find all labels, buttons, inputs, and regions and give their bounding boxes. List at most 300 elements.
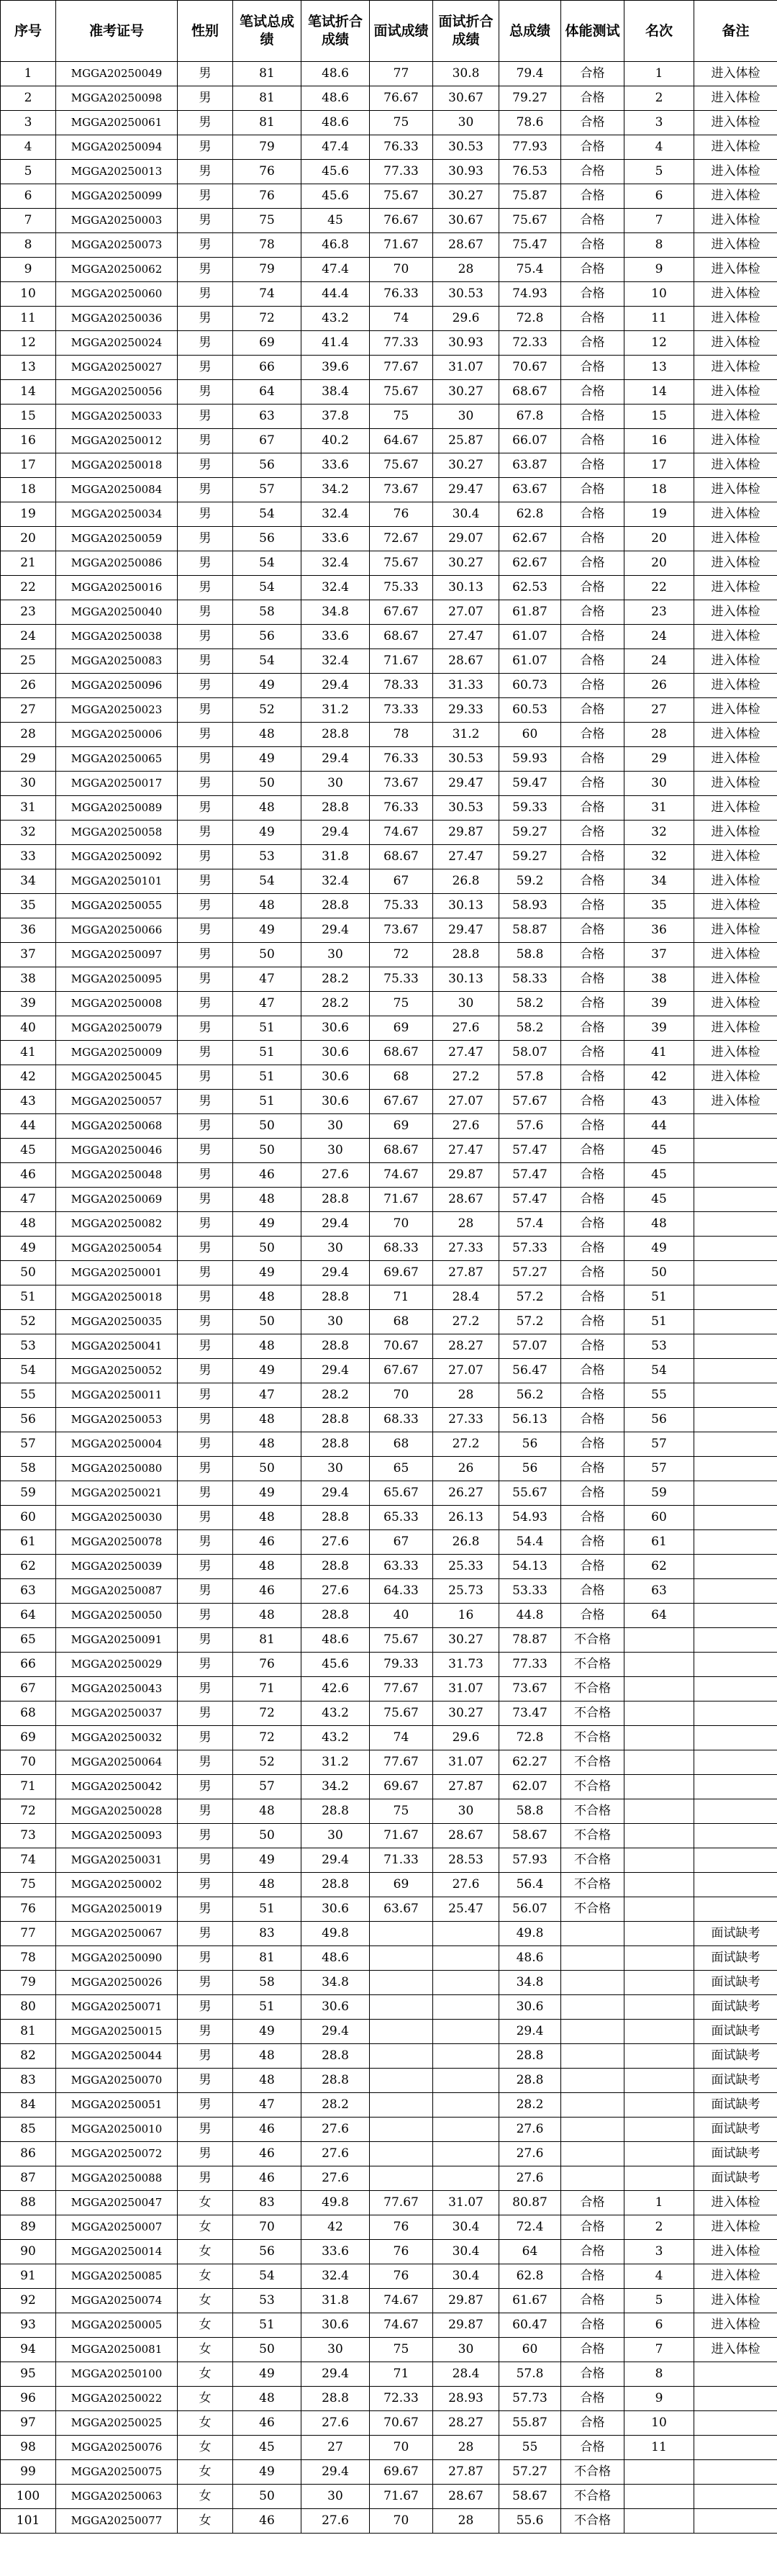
cell-rank: 37: [624, 943, 694, 967]
table-row: [1, 992, 777, 1016]
table-row: [1, 649, 777, 674]
cell-gender: 男: [178, 1750, 233, 1775]
cell-total-score: 72.8: [499, 1726, 561, 1750]
cell-written-total: 48: [233, 1604, 301, 1628]
cell-written-total: 57: [233, 478, 301, 502]
cell-seq: 25: [1, 649, 56, 674]
cell-exam-id: MGGA20250090: [56, 1946, 178, 1971]
table-row: [1, 2509, 777, 2534]
cell-remarks: 面试缺考: [694, 1971, 777, 1995]
cell-interview-score: 68: [370, 1432, 433, 1457]
cell-seq: 1: [1, 62, 56, 86]
cell-written-converted: 32.4: [301, 576, 370, 600]
cell-fitness-test: 合格: [561, 772, 624, 796]
cell-remarks: [694, 1848, 777, 1873]
cell-remarks: [694, 1139, 777, 1163]
cell-interview-converted: [433, 2093, 499, 2118]
cell-fitness-test: 不合格: [561, 2485, 624, 2509]
cell-seq: 68: [1, 1701, 56, 1726]
cell-exam-id: MGGA20250100: [56, 2362, 178, 2387]
cell-seq: 63: [1, 1579, 56, 1604]
table-row: [1, 2118, 777, 2142]
cell-total-score: 57.8: [499, 1065, 561, 1090]
cell-written-converted: 28.8: [301, 2387, 370, 2411]
cell-total-score: 66.07: [499, 429, 561, 453]
cell-exam-id: MGGA20250071: [56, 1995, 178, 2020]
cell-gender: 男: [178, 1775, 233, 1799]
cell-interview-converted: 16: [433, 1604, 499, 1628]
cell-seq: 5: [1, 160, 56, 184]
table-row: [1, 1188, 777, 1212]
cell-interview-score: 77: [370, 62, 433, 86]
cell-rank: 55: [624, 1383, 694, 1408]
cell-seq: 84: [1, 2093, 56, 2118]
cell-interview-converted: 27.47: [433, 625, 499, 649]
table-row: [1, 282, 777, 307]
cell-interview-score: 77.33: [370, 331, 433, 356]
cell-fitness-test: 合格: [561, 845, 624, 869]
cell-exam-id: MGGA20250099: [56, 184, 178, 209]
cell-exam-id: MGGA20250037: [56, 1701, 178, 1726]
cell-remarks: [694, 1824, 777, 1848]
cell-seq: 32: [1, 821, 56, 845]
table-row: [1, 307, 777, 331]
cell-interview-converted: 28: [433, 1212, 499, 1237]
table-row: [1, 1628, 777, 1653]
table-row: [1, 551, 777, 576]
cell-interview-converted: 30.27: [433, 380, 499, 405]
cell-seq: 76: [1, 1897, 56, 1922]
cell-rank: 57: [624, 1432, 694, 1457]
cell-total-score: 78.87: [499, 1628, 561, 1653]
cell-fitness-test: 不合格: [561, 2509, 624, 2534]
cell-remarks: 面试缺考: [694, 1922, 777, 1946]
cell-written-converted: 29.4: [301, 821, 370, 845]
cell-written-total: 75: [233, 209, 301, 233]
cell-remarks: 进入体检: [694, 2264, 777, 2289]
table-row: [1, 1261, 777, 1285]
cell-total-score: 62.67: [499, 551, 561, 576]
cell-gender: 男: [178, 1090, 233, 1114]
cell-total-score: 57.47: [499, 1163, 561, 1188]
cell-total-score: 55.6: [499, 2509, 561, 2534]
cell-total-score: 62.27: [499, 1750, 561, 1775]
cell-remarks: 进入体检: [694, 576, 777, 600]
cell-gender: 男: [178, 429, 233, 453]
cell-exam-id: MGGA20250018: [56, 453, 178, 478]
cell-fitness-test: 合格: [561, 576, 624, 600]
cell-gender: 男: [178, 184, 233, 209]
cell-rank: [624, 1726, 694, 1750]
cell-fitness-test: [561, 1971, 624, 1995]
cell-interview-converted: 27.6: [433, 1873, 499, 1897]
cell-written-total: 54: [233, 2264, 301, 2289]
cell-remarks: 进入体检: [694, 625, 777, 649]
cell-written-converted: 42: [301, 2215, 370, 2240]
cell-total-score: 74.93: [499, 282, 561, 307]
table-row: [1, 1653, 777, 1677]
cell-written-total: 46: [233, 2411, 301, 2436]
cell-interview-converted: 30.13: [433, 894, 499, 918]
cell-seq: 50: [1, 1261, 56, 1285]
cell-seq: 4: [1, 135, 56, 160]
cell-fitness-test: 合格: [561, 233, 624, 258]
cell-fitness-test: 合格: [561, 307, 624, 331]
cell-fitness-test: 合格: [561, 2240, 624, 2264]
cell-gender: 女: [178, 2387, 233, 2411]
cell-rank: 19: [624, 502, 694, 527]
table-row: [1, 747, 777, 772]
cell-total-score: 79.27: [499, 86, 561, 111]
table-row: [1, 723, 777, 747]
cell-written-total: 54: [233, 576, 301, 600]
cell-interview-score: 75.67: [370, 1628, 433, 1653]
cell-written-total: 51: [233, 1016, 301, 1041]
table-row: [1, 845, 777, 869]
cell-fitness-test: 合格: [561, 1041, 624, 1065]
cell-written-total: 76: [233, 160, 301, 184]
cell-written-total: 48: [233, 1799, 301, 1824]
table-row: [1, 1824, 777, 1848]
cell-written-total: 46: [233, 1163, 301, 1188]
cell-gender: 女: [178, 2362, 233, 2387]
cell-fitness-test: [561, 2020, 624, 2044]
cell-rank: [624, 1922, 694, 1946]
cell-interview-score: 72.67: [370, 527, 433, 551]
cell-total-score: 59.47: [499, 772, 561, 796]
cell-exam-id: MGGA20250086: [56, 551, 178, 576]
cell-fitness-test: 合格: [561, 2289, 624, 2313]
cell-seq: 9: [1, 258, 56, 282]
cell-total-score: 54.93: [499, 1506, 561, 1530]
cell-seq: 87: [1, 2166, 56, 2191]
cell-seq: 100: [1, 2485, 56, 2509]
cell-seq: 95: [1, 2362, 56, 2387]
cell-gender: 男: [178, 331, 233, 356]
cell-gender: 男: [178, 625, 233, 649]
cell-exam-id: MGGA20250029: [56, 1653, 178, 1677]
cell-total-score: 59.93: [499, 747, 561, 772]
cell-interview-score: 74: [370, 307, 433, 331]
cell-written-total: 48: [233, 2387, 301, 2411]
cell-written-total: 46: [233, 1579, 301, 1604]
cell-rank: 3: [624, 111, 694, 135]
cell-remarks: [694, 1873, 777, 1897]
cell-exam-id: MGGA20250088: [56, 2166, 178, 2191]
cell-exam-id: MGGA20250067: [56, 1922, 178, 1946]
cell-fitness-test: 合格: [561, 2264, 624, 2289]
cell-written-converted: 29.4: [301, 1261, 370, 1285]
cell-written-converted: 41.4: [301, 331, 370, 356]
cell-exam-id: MGGA20250027: [56, 356, 178, 380]
table-row: [1, 160, 777, 184]
cell-interview-converted: 29.87: [433, 1163, 499, 1188]
cell-rank: 17: [624, 453, 694, 478]
cell-total-score: 53.33: [499, 1579, 561, 1604]
cell-exam-id: MGGA20250013: [56, 160, 178, 184]
cell-rank: [624, 2142, 694, 2166]
cell-total-score: 70.67: [499, 356, 561, 380]
cell-interview-converted: 28: [433, 258, 499, 282]
cell-gender: 女: [178, 2509, 233, 2534]
cell-exam-id: MGGA20250077: [56, 2509, 178, 2534]
cell-interview-score: 71: [370, 2362, 433, 2387]
cell-fitness-test: 合格: [561, 723, 624, 747]
cell-fitness-test: 合格: [561, 111, 624, 135]
cell-interview-score: 77.33: [370, 160, 433, 184]
cell-fitness-test: 不合格: [561, 1677, 624, 1701]
cell-written-converted: 28.8: [301, 1334, 370, 1359]
table-row: [1, 600, 777, 625]
cell-written-converted: 33.6: [301, 625, 370, 649]
cell-gender: 男: [178, 1653, 233, 1677]
table-row: [1, 772, 777, 796]
cell-gender: 男: [178, 674, 233, 698]
cell-fitness-test: [561, 2093, 624, 2118]
cell-seq: 34: [1, 869, 56, 894]
cell-interview-converted: 28.67: [433, 2485, 499, 2509]
cell-gender: 男: [178, 86, 233, 111]
cell-written-converted: 34.8: [301, 1971, 370, 1995]
cell-remarks: [694, 2387, 777, 2411]
cell-total-score: 73.47: [499, 1701, 561, 1726]
cell-remarks: 进入体检: [694, 2338, 777, 2362]
cell-rank: [624, 1677, 694, 1701]
table-row: [1, 2485, 777, 2509]
cell-rank: 45: [624, 1139, 694, 1163]
cell-written-converted: 27.6: [301, 1579, 370, 1604]
cell-fitness-test: 合格: [561, 282, 624, 307]
cell-total-score: 28.8: [499, 2044, 561, 2069]
cell-fitness-test: 合格: [561, 1139, 624, 1163]
cell-rank: 41: [624, 1041, 694, 1065]
cell-written-total: 49: [233, 1481, 301, 1506]
cell-seq: 51: [1, 1285, 56, 1310]
cell-seq: 27: [1, 698, 56, 723]
table-row: [1, 258, 777, 282]
cell-seq: 15: [1, 405, 56, 429]
cell-gender: 男: [178, 600, 233, 625]
cell-written-total: 48: [233, 894, 301, 918]
cell-total-score: 78.6: [499, 111, 561, 135]
cell-interview-score: 63.67: [370, 1897, 433, 1922]
cell-written-total: 48: [233, 1555, 301, 1579]
cell-rank: [624, 1628, 694, 1653]
cell-exam-id: MGGA20250093: [56, 1824, 178, 1848]
cell-remarks: 进入体检: [694, 502, 777, 527]
cell-total-score: 58.2: [499, 992, 561, 1016]
cell-interview-score: 68: [370, 1065, 433, 1090]
cell-interview-score: 76: [370, 2240, 433, 2264]
cell-remarks: 进入体检: [694, 2191, 777, 2215]
cell-gender: 男: [178, 527, 233, 551]
cell-written-converted: 33.6: [301, 2240, 370, 2264]
cell-rank: 16: [624, 429, 694, 453]
table-row: [1, 1016, 777, 1041]
cell-total-score: 56: [499, 1457, 561, 1481]
cell-total-score: 77.33: [499, 1653, 561, 1677]
cell-seq: 79: [1, 1971, 56, 1995]
cell-exam-id: MGGA20250024: [56, 331, 178, 356]
cell-exam-id: MGGA20250019: [56, 1897, 178, 1922]
cell-exam-id: MGGA20250063: [56, 2485, 178, 2509]
cell-rank: 64: [624, 1604, 694, 1628]
cell-written-total: 48: [233, 1873, 301, 1897]
cell-total-score: 57.47: [499, 1139, 561, 1163]
cell-fitness-test: 合格: [561, 869, 624, 894]
table-row: [1, 380, 777, 405]
cell-total-score: 57.2: [499, 1285, 561, 1310]
cell-written-converted: 31.8: [301, 845, 370, 869]
cell-interview-score: 75.67: [370, 453, 433, 478]
cell-gender: 男: [178, 1995, 233, 2020]
cell-seq: 13: [1, 356, 56, 380]
table-row: [1, 62, 777, 86]
cell-exam-id: MGGA20250047: [56, 2191, 178, 2215]
cell-written-converted: 37.8: [301, 405, 370, 429]
cell-gender: 男: [178, 2069, 233, 2093]
cell-remarks: 进入体检: [694, 845, 777, 869]
cell-fitness-test: 合格: [561, 2338, 624, 2362]
table-row: [1, 625, 777, 649]
cell-total-score: 68.67: [499, 380, 561, 405]
cell-remarks: 进入体检: [694, 674, 777, 698]
cell-written-total: 52: [233, 698, 301, 723]
cell-seq: 77: [1, 1922, 56, 1946]
cell-written-total: 50: [233, 2485, 301, 2509]
cell-fitness-test: 合格: [561, 527, 624, 551]
cell-total-score: 27.6: [499, 2142, 561, 2166]
cell-gender: 男: [178, 1457, 233, 1481]
table-row: [1, 698, 777, 723]
cell-fitness-test: 不合格: [561, 1701, 624, 1726]
cell-remarks: 进入体检: [694, 600, 777, 625]
cell-total-score: 59.2: [499, 869, 561, 894]
cell-written-converted: 30: [301, 1114, 370, 1139]
cell-gender: 男: [178, 1408, 233, 1432]
cell-gender: 男: [178, 1212, 233, 1237]
table-row: [1, 1310, 777, 1334]
cell-remarks: 进入体检: [694, 869, 777, 894]
cell-written-total: 49: [233, 2460, 301, 2485]
cell-interview-score: 70: [370, 2436, 433, 2460]
cell-written-converted: 28.8: [301, 1506, 370, 1530]
cell-interview-score: 65.33: [370, 1506, 433, 1530]
cell-interview-score: 74.67: [370, 1163, 433, 1188]
cell-total-score: 44.8: [499, 1604, 561, 1628]
cell-rank: 8: [624, 233, 694, 258]
cell-interview-score: [370, 2118, 433, 2142]
cell-total-score: 62.8: [499, 502, 561, 527]
cell-remarks: [694, 2509, 777, 2534]
cell-written-total: 83: [233, 2191, 301, 2215]
cell-seq: 64: [1, 1604, 56, 1628]
cell-fitness-test: 不合格: [561, 1799, 624, 1824]
cell-interview-converted: 29.47: [433, 772, 499, 796]
cell-written-total: 49: [233, 1261, 301, 1285]
cell-written-total: 57: [233, 1775, 301, 1799]
cell-written-total: 74: [233, 282, 301, 307]
cell-exam-id: MGGA20250074: [56, 2289, 178, 2313]
cell-interview-score: 68.67: [370, 625, 433, 649]
cell-remarks: 进入体检: [694, 2240, 777, 2264]
cell-written-converted: 33.6: [301, 527, 370, 551]
cell-interview-score: 67.67: [370, 1090, 433, 1114]
cell-rank: 53: [624, 1334, 694, 1359]
cell-fitness-test: 合格: [561, 1285, 624, 1310]
cell-interview-converted: 31.07: [433, 1750, 499, 1775]
cell-gender: 男: [178, 1579, 233, 1604]
cell-interview-converted: 27.47: [433, 845, 499, 869]
cell-gender: 男: [178, 2166, 233, 2191]
cell-interview-score: 74.67: [370, 821, 433, 845]
cell-remarks: 进入体检: [694, 943, 777, 967]
cell-rank: 5: [624, 160, 694, 184]
cell-remarks: [694, 1653, 777, 1677]
cell-rank: 13: [624, 356, 694, 380]
cell-remarks: [694, 2436, 777, 2460]
cell-fitness-test: 合格: [561, 967, 624, 992]
cell-interview-converted: 27.07: [433, 1359, 499, 1383]
cell-rank: [624, 2509, 694, 2534]
cell-total-score: 59.27: [499, 845, 561, 869]
cell-fitness-test: 合格: [561, 1016, 624, 1041]
cell-seq: 74: [1, 1848, 56, 1873]
cell-seq: 86: [1, 2142, 56, 2166]
cell-rank: 38: [624, 967, 694, 992]
cell-interview-score: 75.33: [370, 967, 433, 992]
cell-gender: 男: [178, 135, 233, 160]
cell-interview-score: [370, 1946, 433, 1971]
cell-gender: 女: [178, 2460, 233, 2485]
cell-interview-score: 76.33: [370, 135, 433, 160]
cell-fitness-test: 合格: [561, 918, 624, 943]
cell-rank: 11: [624, 2436, 694, 2460]
cell-total-score: 57.33: [499, 1237, 561, 1261]
cell-seq: 96: [1, 2387, 56, 2411]
cell-rank: 22: [624, 576, 694, 600]
cell-written-converted: 31.2: [301, 1750, 370, 1775]
cell-written-converted: 29.4: [301, 747, 370, 772]
table-row: [1, 2020, 777, 2044]
cell-interview-converted: 30.4: [433, 2240, 499, 2264]
cell-gender: 男: [178, 967, 233, 992]
cell-seq: 2: [1, 86, 56, 111]
cell-exam-id: MGGA20250001: [56, 1261, 178, 1285]
cell-seq: 55: [1, 1383, 56, 1408]
cell-interview-score: [370, 2069, 433, 2093]
cell-remarks: 进入体检: [694, 894, 777, 918]
cell-interview-converted: 29.33: [433, 698, 499, 723]
cell-gender: 男: [178, 1946, 233, 1971]
table-row: [1, 2093, 777, 2118]
cell-exam-id: MGGA20250097: [56, 943, 178, 967]
cell-interview-score: [370, 2142, 433, 2166]
cell-written-total: 72: [233, 307, 301, 331]
cell-written-total: 47: [233, 2093, 301, 2118]
cell-remarks: 进入体检: [694, 747, 777, 772]
cell-rank: 48: [624, 1212, 694, 1237]
cell-exam-id: MGGA20250011: [56, 1383, 178, 1408]
cell-interview-score: 75.67: [370, 1701, 433, 1726]
cell-remarks: [694, 1506, 777, 1530]
cell-total-score: 63.67: [499, 478, 561, 502]
cell-written-total: 50: [233, 1310, 301, 1334]
cell-gender: 男: [178, 1897, 233, 1922]
cell-gender: 男: [178, 62, 233, 86]
cell-rank: 11: [624, 307, 694, 331]
cell-remarks: 进入体检: [694, 160, 777, 184]
